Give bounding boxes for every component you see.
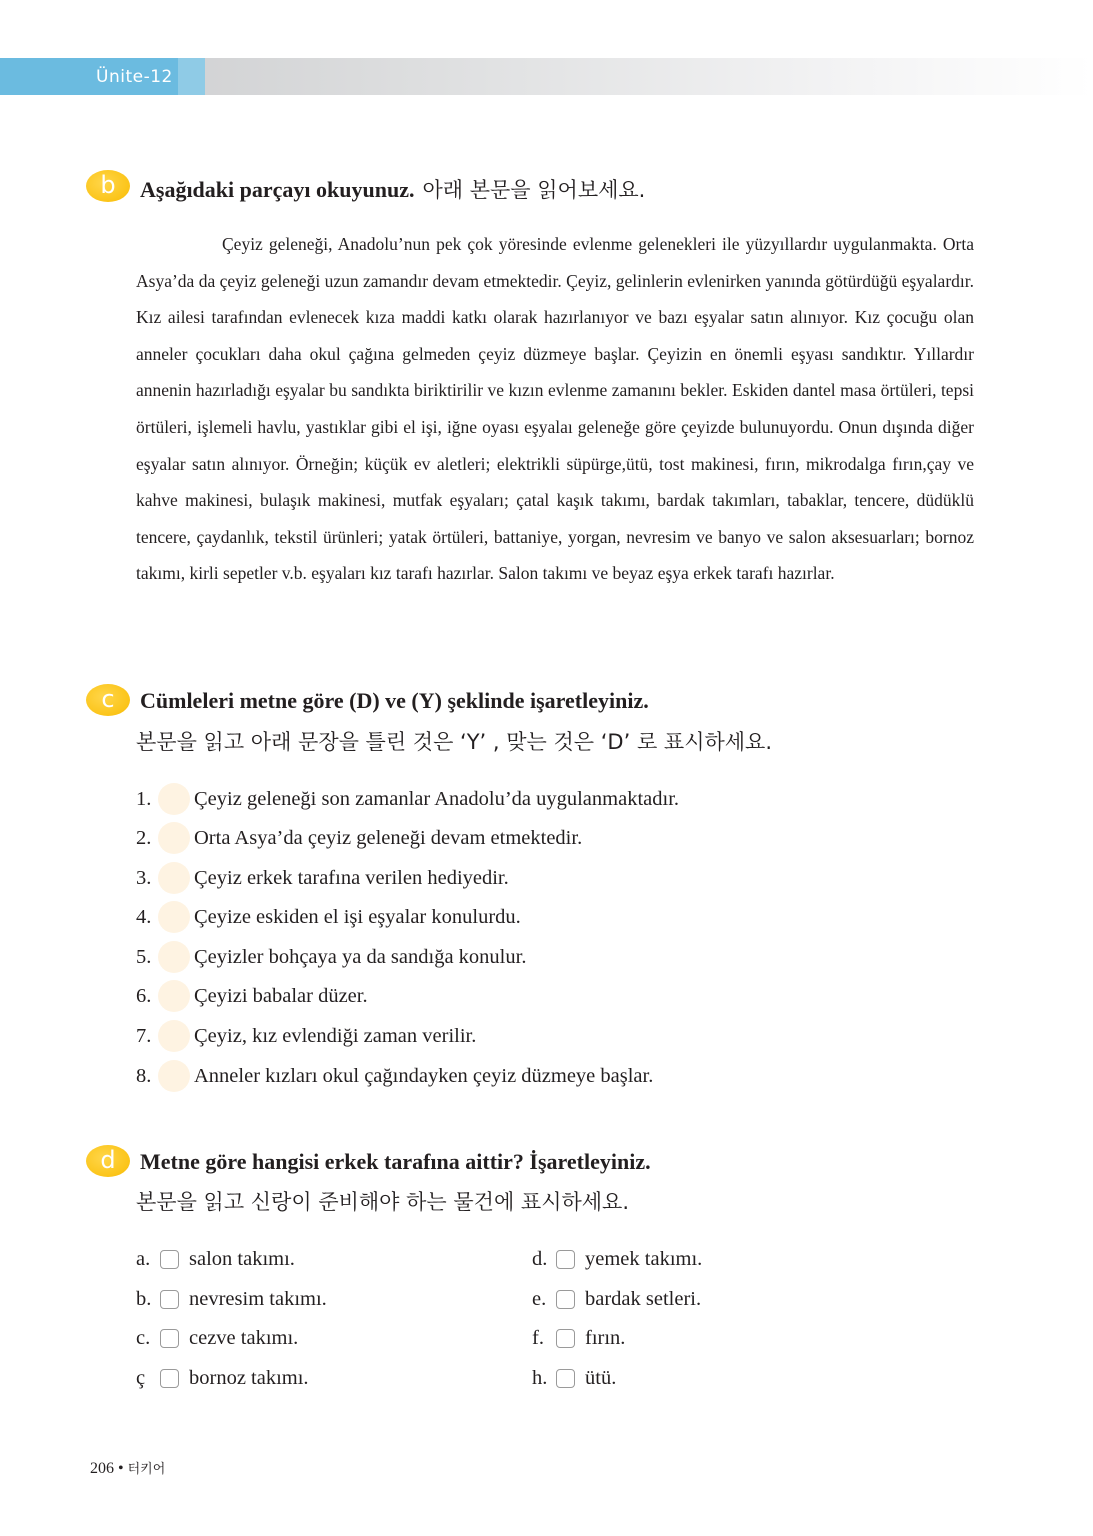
reading-passage bbox=[136, 226, 974, 592]
option-b bbox=[136, 1284, 327, 1314]
option-c bbox=[136, 1323, 299, 1353]
page-number: 206 bbox=[90, 1460, 114, 1477]
option-e bbox=[532, 1284, 702, 1314]
statement-5 bbox=[136, 941, 527, 973]
statement-4 bbox=[136, 901, 521, 933]
page-footer bbox=[90, 1458, 165, 1478]
option-c-cedilla bbox=[136, 1363, 309, 1393]
option-checkbox[interactable] bbox=[556, 1290, 575, 1309]
statement-7 bbox=[136, 1020, 477, 1052]
section-c-title: Cümleleri metne göre (D) ve (Y) şeklinde işaretleyiniz. bbox=[140, 688, 649, 713]
statement-text: Çeyiz, kız evlendiği zaman verilir. bbox=[194, 1025, 477, 1047]
option-checkbox[interactable] bbox=[556, 1329, 575, 1348]
option-checkbox[interactable] bbox=[160, 1369, 179, 1388]
statement-1 bbox=[136, 783, 680, 815]
option-h bbox=[532, 1363, 617, 1393]
footer-bullet: • bbox=[118, 1460, 124, 1477]
option-checkbox[interactable] bbox=[160, 1329, 179, 1348]
answer-circle[interactable] bbox=[158, 980, 190, 1012]
option-text: nevresim takımı. bbox=[189, 1288, 327, 1310]
option-text: fırın. bbox=[585, 1327, 626, 1349]
section-c-badge: c bbox=[86, 684, 130, 716]
option-text: bornoz takımı. bbox=[189, 1367, 309, 1389]
statement-number: 4. bbox=[136, 906, 152, 928]
passage-text: Çeyiz geleneği, Anadolu’nun pek çok yöresinde evlenme gelenekleri ile yüzyıllardır uygulanmakta. Orta Asya’da da çeyiz geleneği uzun zamandır devam etmektedir. Çeyiz, gelinlerin evlenirken yanında götürdüğü eşyalardır. Kız ailesi tarafından evlenecek kıza maddi katkı olarak hazırlanıyor ve bazı eşyalar satın alınıyor. Kız çocuğu olan anneler çocukları daha okul çağına gelmeden çeyiz düzmeye başlar. Çeyizin en önemli eşyası sandıktır. Yıllardır annenin hazırladığı eşyalar bu sandıkta biriktirilir ve kızın evlenme zamanını bekler. Eskiden dantel masa örtüleri, tepsi örtüleri, işlemeli havlu, yastıklar gibi el işi, iğne oyası eşyalaı geleneğe göre çeyizde bulunuyordu. Onun dışında diğer eşyalar satın alınıyor. Örneğin; küçük ev aletleri; elektrikli süpürge,ütü, tost makinesi, fırın, mikrodalga fırın,çay ve kahve makinesi, bulaşık makinesi, mutfak eşyaları; çatal kaşık takımı, bardak takımları, tabaklar, tencere, düdüklü tencere, çaydanlık, tekstil ürünleri; yatak örtüleri, battaniye, yorgan, nevresim ve banyo ve salon aksesuarları; bornoz takımı, kirli sepetler v.b. eşyaları kız tarafı hazırlar. Salon takımı ve beyaz eşya erkek tarafı hazırlar. bbox=[136, 234, 974, 584]
option-letter: ç bbox=[136, 1367, 146, 1389]
statement-6 bbox=[136, 980, 368, 1012]
unit-label: Ünite-12 bbox=[96, 67, 173, 87]
option-text: ütü. bbox=[585, 1367, 617, 1389]
section-d-badge: d bbox=[86, 1145, 130, 1177]
option-letter: a. bbox=[136, 1248, 151, 1270]
answer-circle[interactable] bbox=[158, 941, 190, 973]
option-text: cezve takımı. bbox=[189, 1327, 299, 1349]
answer-circle[interactable] bbox=[158, 901, 190, 933]
statement-text: Anneler kızları okul çağındayken çeyiz düzmeye başlar. bbox=[194, 1065, 654, 1087]
option-checkbox[interactable] bbox=[556, 1250, 575, 1269]
section-b-badge: b bbox=[86, 170, 130, 202]
option-letter: h. bbox=[532, 1367, 548, 1389]
section-c-subtitle-ko: 본문을 읽고 아래 문장을 틀린 것은 ‘Y’ , 맞는 것은 ‘D’ 로 표시하세요. bbox=[136, 730, 773, 754]
statement-text: Orta Asya’da çeyiz geleneği devam etmektedir. bbox=[194, 827, 583, 849]
option-letter: e. bbox=[532, 1288, 547, 1310]
statement-text: Çeyizi babalar düzer. bbox=[194, 985, 368, 1007]
section-d-title: Metne göre hangisi erkek tarafına aittir? İşaretleyiniz. bbox=[140, 1149, 651, 1174]
answer-circle[interactable] bbox=[158, 783, 190, 815]
section-b-title: Aşağıdaki parçayı okuyunuz. bbox=[140, 177, 415, 202]
statement-2 bbox=[136, 822, 583, 854]
statement-number: 3. bbox=[136, 867, 152, 889]
option-letter: b. bbox=[136, 1288, 152, 1310]
answer-circle[interactable] bbox=[158, 862, 190, 894]
option-f bbox=[532, 1323, 626, 1353]
option-text: salon takımı. bbox=[189, 1248, 295, 1270]
answer-circle[interactable] bbox=[158, 1020, 190, 1052]
section-b-title-ko: 아래 본문을 읽어보세요. bbox=[422, 178, 646, 202]
statement-text: Çeyizler bohçaya ya da sandığa konulur. bbox=[194, 946, 527, 968]
statement-number: 2. bbox=[136, 827, 152, 849]
option-a bbox=[136, 1244, 295, 1274]
statement-3 bbox=[136, 862, 509, 894]
statement-number: 8. bbox=[136, 1065, 152, 1087]
statement-number: 1. bbox=[136, 788, 152, 810]
option-checkbox[interactable] bbox=[160, 1290, 179, 1309]
answer-circle[interactable] bbox=[158, 1060, 190, 1092]
option-text: bardak setleri. bbox=[585, 1288, 702, 1310]
statement-text: Çeyiz geleneği son zamanlar Anadolu’da uygulanmaktadır. bbox=[194, 788, 680, 810]
statement-text: Çeyize eskiden el işi eşyalar konulurdu. bbox=[194, 906, 521, 928]
footer-subject: 터키어 bbox=[127, 1462, 166, 1477]
option-letter: f. bbox=[532, 1327, 544, 1349]
statement-text: Çeyiz erkek tarafına verilen hediyedir. bbox=[194, 867, 509, 889]
section-b-heading bbox=[140, 174, 645, 204]
option-text: yemek takımı. bbox=[585, 1248, 703, 1270]
option-checkbox[interactable] bbox=[556, 1369, 575, 1388]
statement-number: 7. bbox=[136, 1025, 152, 1047]
section-d-subtitle-ko: 본문을 읽고 신랑이 준비해야 하는 물건에 표시하세요. bbox=[136, 1190, 630, 1214]
option-letter: d. bbox=[532, 1248, 548, 1270]
statement-number: 5. bbox=[136, 946, 152, 968]
answer-circle[interactable] bbox=[158, 822, 190, 854]
statement-number: 6. bbox=[136, 985, 152, 1007]
option-d bbox=[532, 1244, 703, 1274]
option-checkbox[interactable] bbox=[160, 1250, 179, 1269]
statement-8 bbox=[136, 1060, 654, 1092]
option-letter: c. bbox=[136, 1327, 151, 1349]
